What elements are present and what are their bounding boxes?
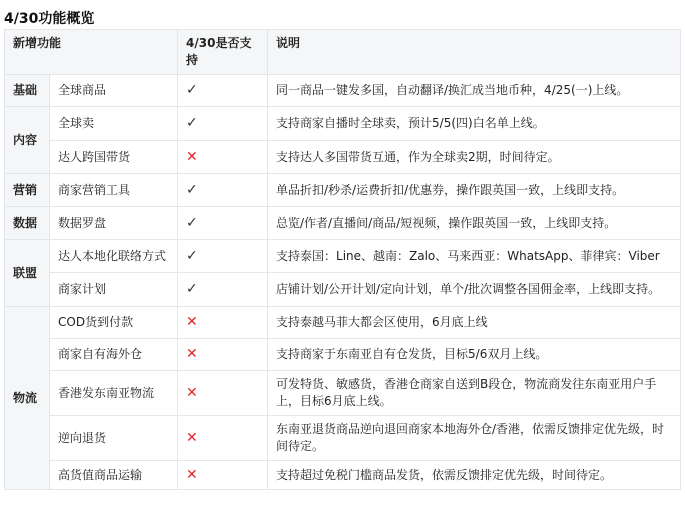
support-cell [178, 416, 268, 461]
table-row [5, 207, 681, 240]
category-cell: 内容 [5, 107, 50, 174]
feature-cell: 达人本地化联络方式 [50, 240, 178, 273]
category-cell: 物流 [5, 307, 50, 490]
table-row [5, 240, 681, 273]
support-cell [178, 273, 268, 307]
table-row [5, 371, 681, 416]
category-cell: 数据 [5, 207, 50, 240]
table-row [5, 416, 681, 461]
header-feature: 新增功能 [5, 30, 178, 75]
table-body [5, 75, 681, 490]
table-row [5, 75, 681, 107]
cross-icon: ✕ [186, 466, 198, 483]
support-cell [178, 141, 268, 174]
table-row [5, 141, 681, 174]
description-cell: 支持泰国：Line、越南：Zalo、马来西亚：WhatsApp、菲律宾：Viber [268, 240, 681, 273]
description-cell: 支持达人多国带货互通，作为全球卖2期，时间待定。 [268, 141, 681, 174]
description-cell: 东南亚退货商品逆向退回商家本地海外仓/香港，依需反馈排定优先级，时间待定。 [268, 416, 681, 461]
support-cell [178, 461, 268, 490]
cross-icon: ✕ [186, 314, 198, 330]
feature-cell: 商家计划 [50, 273, 178, 307]
support-cell [178, 307, 268, 339]
check-icon: ✓ [186, 214, 198, 231]
feature-cell: 数据罗盘 [50, 207, 178, 240]
support-cell [178, 240, 268, 273]
table-row [5, 107, 681, 141]
feature-cell: 高货值商品运输 [50, 461, 178, 490]
feature-cell: 全球商品 [50, 75, 178, 107]
cross-icon: ✕ [186, 384, 198, 401]
feature-cell: 逆向退货 [50, 416, 178, 461]
check-icon: ✓ [186, 247, 198, 264]
cross-icon: ✕ [186, 148, 198, 165]
table-row [5, 174, 681, 207]
check-icon: ✓ [186, 82, 198, 98]
description-cell: 可发特货、敏感货，香港仓商家自送到B段仓，物流商发往东南亚用户手上，目标6月底上线。 [268, 371, 681, 416]
cross-icon: ✕ [186, 346, 198, 362]
support-cell [178, 174, 268, 207]
description-cell: 总览/作者/直播间/商品/短视频，操作跟英国一致，上线即支持。 [268, 207, 681, 240]
support-cell [178, 339, 268, 371]
description-cell: 同一商品一键发多国，自动翻译/换汇成当地币种，4/25(一)上线。 [268, 75, 681, 107]
support-cell [178, 371, 268, 416]
table-row [5, 273, 681, 307]
description-cell: 支持泰越马菲大都会区使用，6月底上线 [268, 307, 681, 339]
description-cell: 支持商家于东南亚自有仓发货，目标5/6双月上线。 [268, 339, 681, 371]
description-cell: 单品折扣/秒杀/运费折扣/优惠券，操作跟英国一致，上线即支持。 [268, 174, 681, 207]
cross-icon: ✕ [186, 429, 198, 446]
support-cell [178, 75, 268, 107]
header-description: 说明 [268, 30, 681, 75]
feature-cell: 达人跨国带货 [50, 141, 178, 174]
category-cell: 基础 [5, 75, 50, 107]
table-row [5, 461, 681, 490]
table-row [5, 339, 681, 371]
support-cell [178, 107, 268, 141]
header-row [5, 30, 681, 75]
feature-cell: COD货到付款 [50, 307, 178, 339]
table-row [5, 307, 681, 339]
feature-cell: 香港发东南亚物流 [50, 371, 178, 416]
check-icon: ✓ [186, 115, 198, 131]
feature-cell: 商家营销工具 [50, 174, 178, 207]
description-cell: 支持超过免税门槛商品发货，依需反馈排定优先级，时间待定。 [268, 461, 681, 490]
check-icon: ✓ [186, 281, 198, 297]
header-supported: 4/30是否支持 [178, 30, 268, 75]
page-title: 4/30功能概览 [4, 11, 95, 27]
support-cell [178, 207, 268, 240]
category-cell: 营销 [5, 174, 50, 207]
category-cell: 联盟 [5, 240, 50, 307]
feature-cell: 商家自有海外仓 [50, 339, 178, 371]
feature-table [4, 29, 681, 490]
feature-cell: 全球卖 [50, 107, 178, 141]
description-cell: 支持商家自播时全球卖，预计5/5(四)白名单上线。 [268, 107, 681, 141]
check-icon: ✓ [186, 181, 198, 198]
description-cell: 店铺计划/公开计划/定向计划，单个/批次调整各国佣金率，上线即支持。 [268, 273, 681, 307]
